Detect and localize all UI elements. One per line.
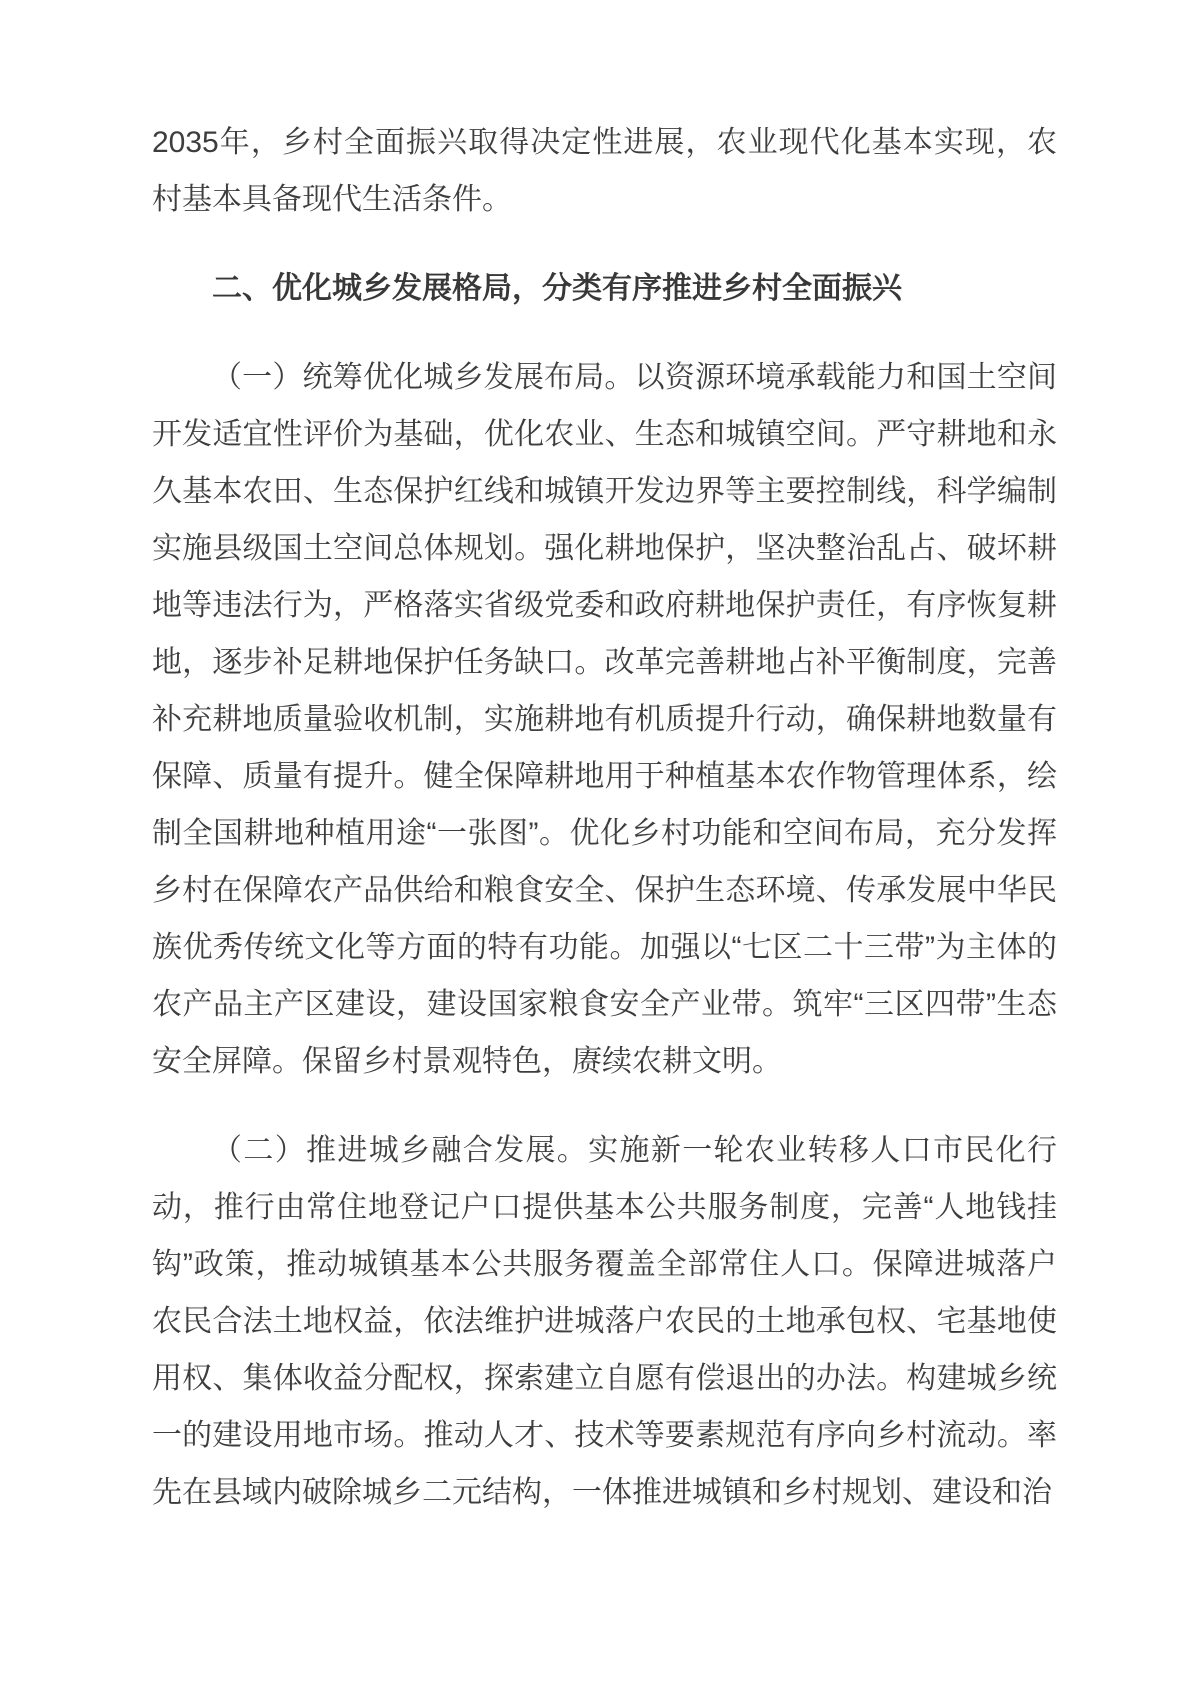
section-heading: 二、优化城乡发展格局，分类有序推进乡村全面振兴 <box>212 272 902 305</box>
document-page <box>152 0 1057 1521</box>
paragraph-item-2: （二）推进城乡融合发展。实施新一轮农业转移人口市民化行动，推行由常住地登记户口提供基本公共服务制度，完善“人地钱挂钩”政策，推动城镇基本公共服务覆盖全部常住人口。保障进城落户农民合法土地权益，依法维护进城落户农民的土地承包权、宅基地使用权、集体收益分配权，探索建立自愿有偿退出的办法。构建城乡统一的建设用地市场。推动人才、技术等要素规范有序向乡村流动。率先在县域内破除城乡二元结构，一体推进城镇和乡村规划、建设和治 <box>152 1134 1057 1509</box>
paragraph-item-1: （一）统筹优化城乡发展布局。以资源环境承载能力和国土空间开发适宜性评价为基础，优化农业、生态和城镇空间。严守耕地和永久基本农田、生态保护红线和城镇开发边界等主要控制线，科学编制实施县级国土空间总体规划。强化耕地保护，坚决整治乱占、破坏耕地等违法行为，严格落实省级党委和政府耕地保护责任，有序恢复耕地，逐步补足耕地保护任务缺口。改革完善耕地占补平衡制度，完善补充耕地质量验收机制，实施耕地有机质提升行动，确保耕地数量有保障、质量有提升。健全保障耕地用于种植基本农作物管理体系，绘制全国耕地种植用途“一张图”。优化乡村功能和空间布局，充分发挥乡村在保障农产品供给和粮食安全、保护生态环境、传承发展中华民族优秀传统文化等方面的特有功能。加强以“七区二十三带”为主体的农产品主产区建设，建设国家粮食安全产业带。筑牢“三区四带”生态安全屏障。保留乡村景观特色，赓续农耕文明。 <box>152 361 1057 1078</box>
paragraph-continuation: 2035年，乡村全面振兴取得决定性进展，农业现代化基本实现，农村基本具备现代生活条件。 <box>152 126 1057 216</box>
